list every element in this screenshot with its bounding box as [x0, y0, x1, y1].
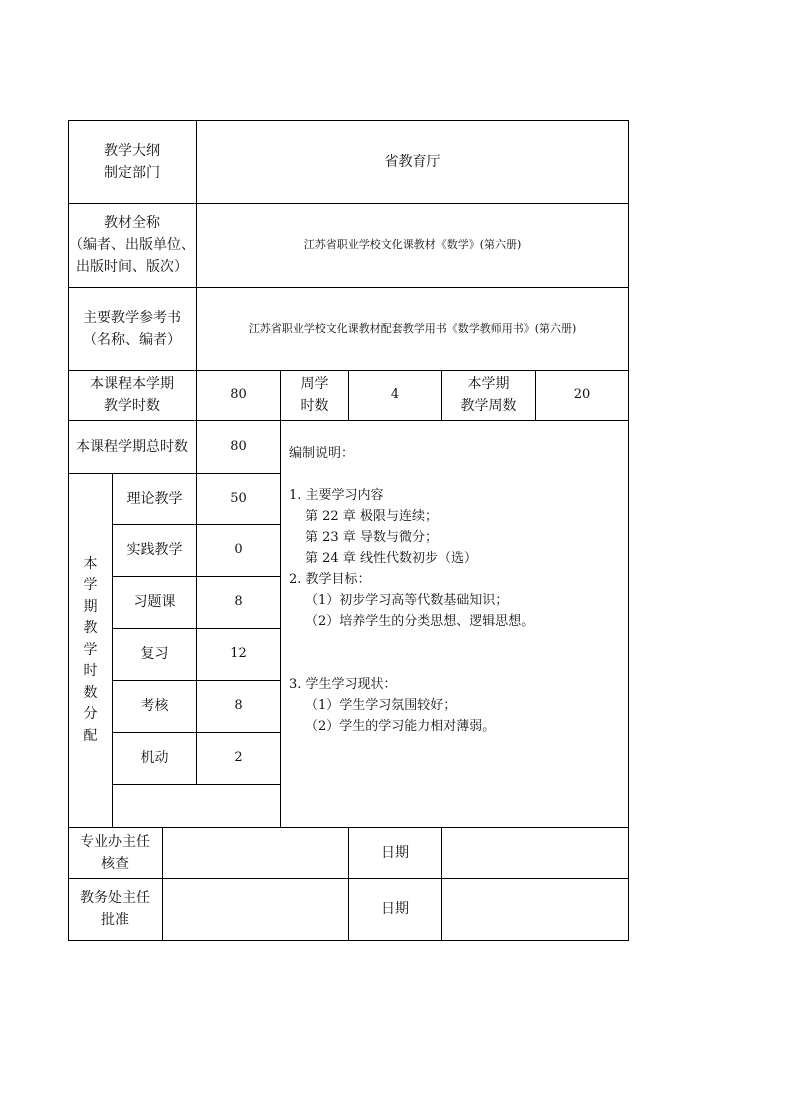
notes-item: 第 22 章 极限与连续； — [305, 509, 438, 524]
distribution-row-label: 考核 — [140, 698, 169, 714]
notes-section-title: 2. 教学目标： — [289, 572, 371, 587]
term-hours-label: 本课程本学期 教学时数 — [90, 376, 174, 414]
distribution-row-value: 12 — [230, 646, 247, 661]
notes-section-title: 3. 学生学习现状： — [289, 677, 397, 692]
syllabus-dept-label: 教学大纲 制定部门 — [104, 142, 160, 181]
academic-approval-field[interactable] — [163, 878, 348, 940]
reference-book-label: 主要教学参考书 （名称、编者） — [83, 309, 181, 348]
notes-heading: 编制说明： — [289, 446, 355, 461]
notes-item: 第 24 章 线性代数初步（选） — [305, 551, 477, 566]
notes-item: （1）初步学习高等代数基础知识； — [305, 593, 509, 608]
distribution-row-label: 实践教学 — [126, 542, 183, 558]
distribution-row-value: 50 — [230, 490, 247, 506]
distribution-row-label: 复习 — [140, 646, 169, 662]
date-field[interactable] — [442, 878, 628, 940]
textbook-value: 江苏省职业学校文化课教材《数学》(第六册) — [303, 238, 522, 251]
distribution-row-value: 0 — [234, 542, 243, 557]
reference-book-value: 江苏省职业学校文化课教材配套教学用书《数学教师用书》(第六册) — [248, 321, 577, 335]
notes-item: （2）培养学生的分类思想、逻辑思想。 — [305, 614, 535, 629]
distribution-row-label: 习题课 — [133, 594, 176, 610]
total-hours-label: 本课程学期总时数 — [76, 438, 188, 455]
date-label: 日期 — [381, 844, 409, 861]
distribution-vertical-label: 本 学 期 教 学 时 数 分 配 — [83, 555, 98, 744]
weekly-hours-label: 周学 时数 — [300, 376, 329, 414]
distribution-row-label: 机动 — [140, 750, 169, 766]
border-bottom — [68, 940, 629, 941]
notes-item: （2）学生的学习能力相对薄弱。 — [305, 719, 496, 734]
date-label: 日期 — [381, 901, 409, 917]
notes-item: （1）学生学习氛围较好； — [305, 698, 457, 713]
director-review-field[interactable] — [163, 827, 348, 878]
distribution-row-value: 8 — [234, 594, 243, 609]
weekly-hours-value: 4 — [390, 387, 400, 402]
distribution-row-label: 理论教学 — [126, 490, 183, 507]
distribution-row-value: 2 — [234, 750, 243, 765]
date-field[interactable] — [442, 827, 628, 878]
teaching-weeks-value: 20 — [573, 387, 591, 402]
border-right — [628, 120, 629, 941]
academic-approval-label: 教务处主任 批准 — [80, 890, 150, 928]
compilation-notes — [281, 421, 628, 827]
distribution-row-value: 8 — [234, 698, 243, 713]
total-hours-value: 80 — [230, 438, 247, 454]
teaching-weeks-label: 本学期 教学周数 — [460, 376, 517, 414]
textbook-label: 教材全称 （编者、出版单位、 出版时间、版次） — [69, 215, 195, 275]
distribution-empty-cell — [113, 785, 280, 827]
syllabus-dept-value: 省教育厅 — [384, 153, 441, 170]
notes-section-title: 1. 主要学习内容 — [289, 488, 384, 503]
term-hours-value: 80 — [230, 387, 247, 402]
notes-item: 第 23 章 导数与微分； — [305, 530, 438, 545]
director-review-label: 专业办主任 核查 — [80, 833, 150, 872]
